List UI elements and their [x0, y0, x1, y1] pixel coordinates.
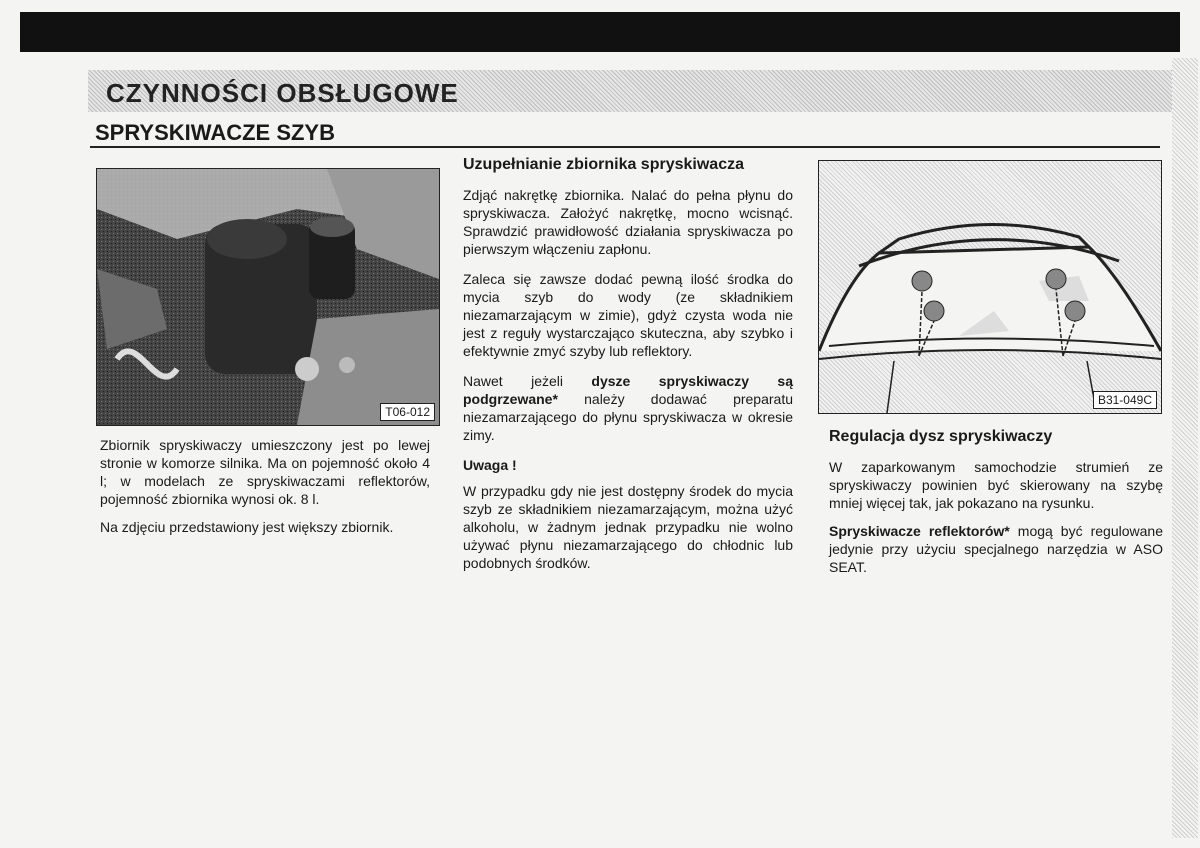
headlight-washer-paragraph [829, 522, 1163, 576]
headlight-washer-bold: Spryskiwacze reflektorów* [829, 523, 1010, 539]
warning-heading: Uwaga ! [463, 457, 517, 473]
reservoir-location-paragraph: Zbiornik spryskiwaczy umieszczony jest po lewej stronie w komorze silnika. Ma on pojemność około 4 l; w modelach ze spryskiwaczami reflektorów, pojemność zbiornika wynosi ok. 8 l. [100, 437, 430, 507]
warning-paragraph: W przypadku gdy nie jest dostępny środek do mycia szyb ze składnikiem niezamarzającym, można użyć alkoholu, w żadnym jednak przypadku nie wolno używać płynu niezamarzającego do chłodnic lub podobnych środków. [463, 483, 793, 571]
refill-paragraph-1: Zdjąć nakrętkę zbiornika. Nalać do pełna płynu do spryskiwacza. Założyć nakrętkę, mocno wcisnąć. Sprawdzić prawidłowość działania spryskiwacza po pierwszym włączeniu zapłonu. [463, 187, 793, 257]
engine-bay-illustration [97, 169, 439, 425]
windshield-illustration [819, 161, 1161, 413]
washer-nozzle-diagram [818, 160, 1162, 414]
page-edge-strip [1172, 58, 1198, 838]
column-1 [100, 436, 430, 546]
headlight-washer-text: mogą być regulowane jedynie przy użyciu specjalnego narzędzia w ASO SEAT. [829, 523, 1163, 575]
photo-note-paragraph: Na zdjęciu przedstawiony jest większy zbiornik. [100, 519, 394, 535]
washer-reservoir-photo [96, 168, 440, 426]
title-rule [90, 146, 1160, 148]
refill-p3-bold: dysze spryskiwaczy są podgrzewane* [463, 373, 793, 407]
refill-p3-pre: Nawet jeżeli [463, 373, 592, 389]
section-title: CZYNNOŚCI OBSŁUGOWE [106, 78, 459, 108]
refill-paragraph-3 [463, 372, 793, 444]
top-black-bar [20, 12, 1180, 52]
diagram-caption: B31-049C [1093, 391, 1157, 409]
refill-p3-post: należy dodawać preparatu niezamarzającego do płynu spryskiwacza w okresie zimy. [463, 391, 793, 443]
column-2 [463, 156, 793, 584]
photo-caption: T06-012 [380, 403, 435, 421]
nozzle-adjustment-heading: Regulacja dysz spryskiwaczy [829, 428, 1053, 445]
nozzle-adjustment-paragraph: W zaparkowanym samochodzie strumień ze spryskiwaczy powinien być skierowany na szybę mniej więcej tak, jak pokazano na rysunku. [829, 459, 1163, 511]
refill-heading: Uzupełnianie zbiornika spryskiwacza [463, 156, 744, 173]
column-3 [829, 428, 1163, 586]
refill-paragraph-2: Zaleca się zawsze dodać pewną ilość środka do mycia szyb do wody (ze składnikiem niezamarzającym w zimie), gdyż czysta woda nie jest z reguły wystarczająco skuteczna, aby szybko i efektywnie zmyć szyby lub reflektory. [463, 271, 793, 359]
page-title: SPRYSKIWACZE SZYB [95, 120, 335, 145]
